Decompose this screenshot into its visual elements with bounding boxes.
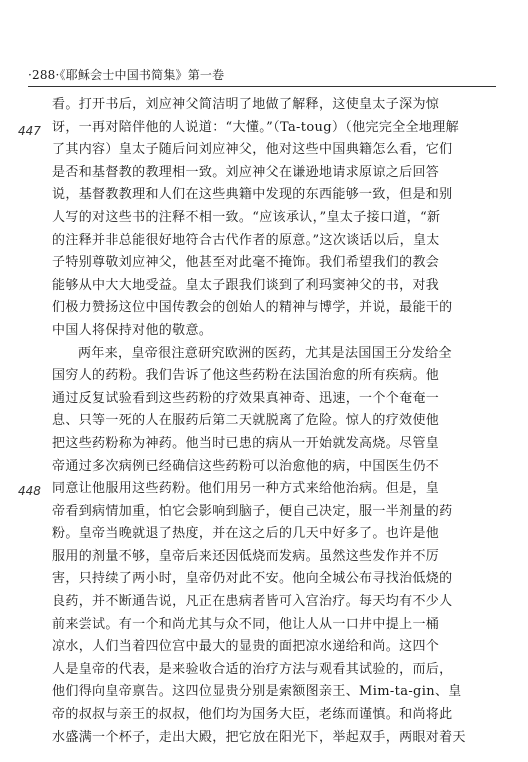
text-line: 子特别尊敬刘应神父，他甚至对此毫不掩饰。我们希望我们的教会 [52, 255, 440, 271]
text-line: 水盛满一个杯子，走出大殿，把它放在阳光下，举起双手，两眼对着天 [52, 729, 466, 745]
text-line: 帝的叔叔与亲王的叔叔，他们均为国务大臣，老练而谨慎。和尚将此 [52, 707, 453, 723]
margin-page-note-447: 447 [18, 124, 41, 138]
text-line: 说，基督教教理和人们在这些典籍中发现的东西能够一致，但是和别 [52, 187, 453, 203]
text-line: 帝看到病情加重，怕它会影响到脑子，便自己决定，服一半剂量的药 [52, 503, 453, 519]
text-line: 害，只持续了两小时，皇帝仍对此不安。他向全城公布寻找治低烧的 [52, 571, 453, 587]
body-text [52, 94, 498, 749]
margin-page-note-448: 448 [18, 484, 41, 498]
text-line: 把这些药粉称为神药。他当时已患的病从一开始就发高烧。尽管皇 [52, 435, 440, 451]
text-line: 们极力赞扬这位中国传教会的创始人的精神与博学，并说，最能干的 [52, 300, 453, 316]
text-line: 讶，一再对陪伴他的人说道：“大懂。”（Ta-toug）（他完完全全地理解 [52, 119, 459, 135]
text-line: 国穷人的药粉。我们告诉了他这些药粉在法国治愈的所有疾病。他 [52, 368, 440, 384]
text-line: 通过反复试验看到这些药粉的疗效果真神奇、迅速，一个个奄奄一 [52, 390, 440, 406]
text-line: 息、只等一死的人在服药后第二天就脱离了危险。惊人的疗效使他 [52, 413, 440, 429]
text-line: 粉。皇帝当晚就退了热度，并在这之后的几天中好多了。也许是他 [52, 526, 440, 542]
text-line: 服用的剂量不够，皇帝后来还因低烧而发病。虽然这些发作并不厉 [52, 548, 440, 564]
text-line: 的注释并非总能很好地符合古代作者的原意。”这次谈话以后，皇太 [52, 232, 440, 248]
text-line: 能够从中大大地受益。皇太子跟我们谈到了利玛窦神父的书，对我 [52, 277, 440, 293]
text-line: 人是皇帝的代表，是来验收合适的治疗方法与观看其试验的，而后， [52, 661, 453, 677]
text-line: 他们得向皇帝禀告。这四位显贵分别是索额图亲王、Mim-ta-gin、皇 [52, 684, 462, 700]
text-line-paragraph-start: 两年来，皇帝很注意研究欧洲的医药，尤其是法国国王分发给全 [78, 345, 452, 361]
text-line: 看。打开书后，刘应神父简洁明了地做了解释，这使皇太子深为惊 [52, 97, 440, 112]
text-line: 了其内容）皇太子随后问刘应神父，他对这些中国典籍怎么看，它们 [52, 142, 453, 158]
text-line: 同意让他服用这些药粉。他们用另一种方式来给他治病。但是，皇 [52, 481, 440, 497]
header-rule [28, 86, 496, 87]
text-line: 凉水，人们当着四位宫中最大的显贵的面把凉水递给和尚。这四个 [52, 639, 440, 655]
text-line: 帝通过多次病例已经确信这些药粉可以治愈他的病，中国医生仍不 [52, 458, 440, 474]
running-header: ·288·《耶稣会士中国书简集》第一卷 [28, 68, 225, 82]
text-line: 人写的对这些书的注释不相一致。“应该承认，”皇太子接口道，“新 [52, 209, 441, 225]
text-line: 良药，并不断通告说，凡正在患病者皆可入宫治疗。每天均有不少人 [52, 594, 453, 610]
text-line: 是否和基督教的教理相一致。刘应神父在谦逊地请求原谅之后回答 [52, 164, 440, 180]
text-line: 前来尝试。有一个和尚尤其与众不同，他让人从一口井中提上一桶 [52, 616, 440, 632]
text-line: 中国人将保持对他的敬意。 [52, 322, 213, 338]
